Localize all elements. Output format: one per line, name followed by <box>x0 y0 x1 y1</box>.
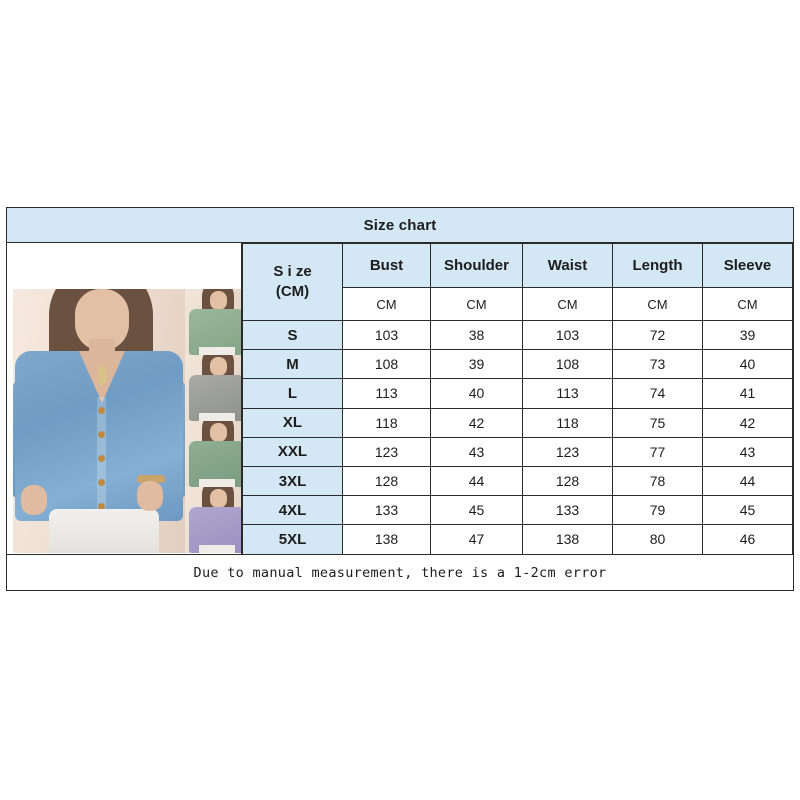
table-row <box>243 466 793 495</box>
cell-size: L <box>243 379 343 408</box>
unit-length: CM <box>613 288 703 321</box>
size-chart-panel <box>6 207 794 591</box>
column-header-shoulder: Shoulder <box>431 244 523 288</box>
cell-size: 5XL <box>243 525 343 554</box>
cell-waist: 113 <box>523 379 613 408</box>
cell-waist: 128 <box>523 466 613 495</box>
cell-size: XXL <box>243 437 343 466</box>
cell-length: 79 <box>613 496 703 525</box>
product-photo-main <box>13 289 185 553</box>
table-row <box>243 408 793 437</box>
table-row <box>243 350 793 379</box>
product-color-variants <box>185 289 242 553</box>
cell-sleeve: 45 <box>703 496 793 525</box>
cell-shoulder: 43 <box>431 437 523 466</box>
cell-waist: 108 <box>523 350 613 379</box>
column-header-waist: Waist <box>523 244 613 288</box>
table-row <box>243 379 793 408</box>
cell-sleeve: 44 <box>703 466 793 495</box>
cell-bust: 108 <box>343 350 431 379</box>
cell-length: 74 <box>613 379 703 408</box>
cell-size: 4XL <box>243 496 343 525</box>
cell-size: M <box>243 350 343 379</box>
cell-sleeve: 41 <box>703 379 793 408</box>
cell-sleeve: 46 <box>703 525 793 554</box>
size-chart-title-bar <box>7 208 793 243</box>
cell-length: 75 <box>613 408 703 437</box>
cell-shoulder: 40 <box>431 379 523 408</box>
cell-sleeve: 43 <box>703 437 793 466</box>
cell-waist: 118 <box>523 408 613 437</box>
measurement-note: Due to manual measurement, there is a 1-2cm error <box>193 564 607 581</box>
unit-shoulder: CM <box>431 288 523 321</box>
column-header-size <box>243 244 343 321</box>
cell-shoulder: 45 <box>431 496 523 525</box>
product-photo-cell <box>7 243 242 554</box>
cell-waist: 123 <box>523 437 613 466</box>
table-row <box>243 321 793 350</box>
product-variant-thumb <box>185 487 242 553</box>
cell-shoulder: 44 <box>431 466 523 495</box>
cell-length: 73 <box>613 350 703 379</box>
cell-length: 80 <box>613 525 703 554</box>
product-variant-thumb <box>185 289 242 355</box>
cell-bust: 128 <box>343 466 431 495</box>
cell-waist: 138 <box>523 525 613 554</box>
product-variant-thumb <box>185 421 242 487</box>
measurement-note-bar <box>7 554 793 590</box>
column-header-length: Length <box>613 244 703 288</box>
cell-length: 78 <box>613 466 703 495</box>
cell-shoulder: 39 <box>431 350 523 379</box>
cell-size: 3XL <box>243 466 343 495</box>
table-row <box>243 437 793 466</box>
page-title: Size chart <box>363 216 437 234</box>
cell-length: 77 <box>613 437 703 466</box>
table-row <box>243 496 793 525</box>
table-header-row <box>243 244 793 288</box>
cell-waist: 103 <box>523 321 613 350</box>
size-chart-body <box>7 243 793 554</box>
unit-sleeve: CM <box>703 288 793 321</box>
unit-bust: CM <box>343 288 431 321</box>
cell-shoulder: 38 <box>431 321 523 350</box>
cell-sleeve: 40 <box>703 350 793 379</box>
column-header-sleeve: Sleeve <box>703 244 793 288</box>
size-measurements-table <box>242 243 793 555</box>
cell-waist: 133 <box>523 496 613 525</box>
cell-size: S <box>243 321 343 350</box>
product-photo <box>13 289 242 553</box>
table-row <box>243 525 793 554</box>
cell-shoulder: 47 <box>431 525 523 554</box>
size-header-line1: S i ze <box>273 262 312 280</box>
cell-bust: 118 <box>343 408 431 437</box>
cell-shoulder: 42 <box>431 408 523 437</box>
cell-bust: 123 <box>343 437 431 466</box>
cell-bust: 113 <box>343 379 431 408</box>
cell-sleeve: 42 <box>703 408 793 437</box>
column-header-bust: Bust <box>343 244 431 288</box>
cell-sleeve: 39 <box>703 321 793 350</box>
size-header-line2: (CM) <box>275 283 310 300</box>
product-variant-thumb <box>185 355 242 421</box>
cell-bust: 103 <box>343 321 431 350</box>
cell-length: 72 <box>613 321 703 350</box>
cell-size: XL <box>243 408 343 437</box>
cell-bust: 133 <box>343 496 431 525</box>
unit-waist: CM <box>523 288 613 321</box>
cell-bust: 138 <box>343 525 431 554</box>
